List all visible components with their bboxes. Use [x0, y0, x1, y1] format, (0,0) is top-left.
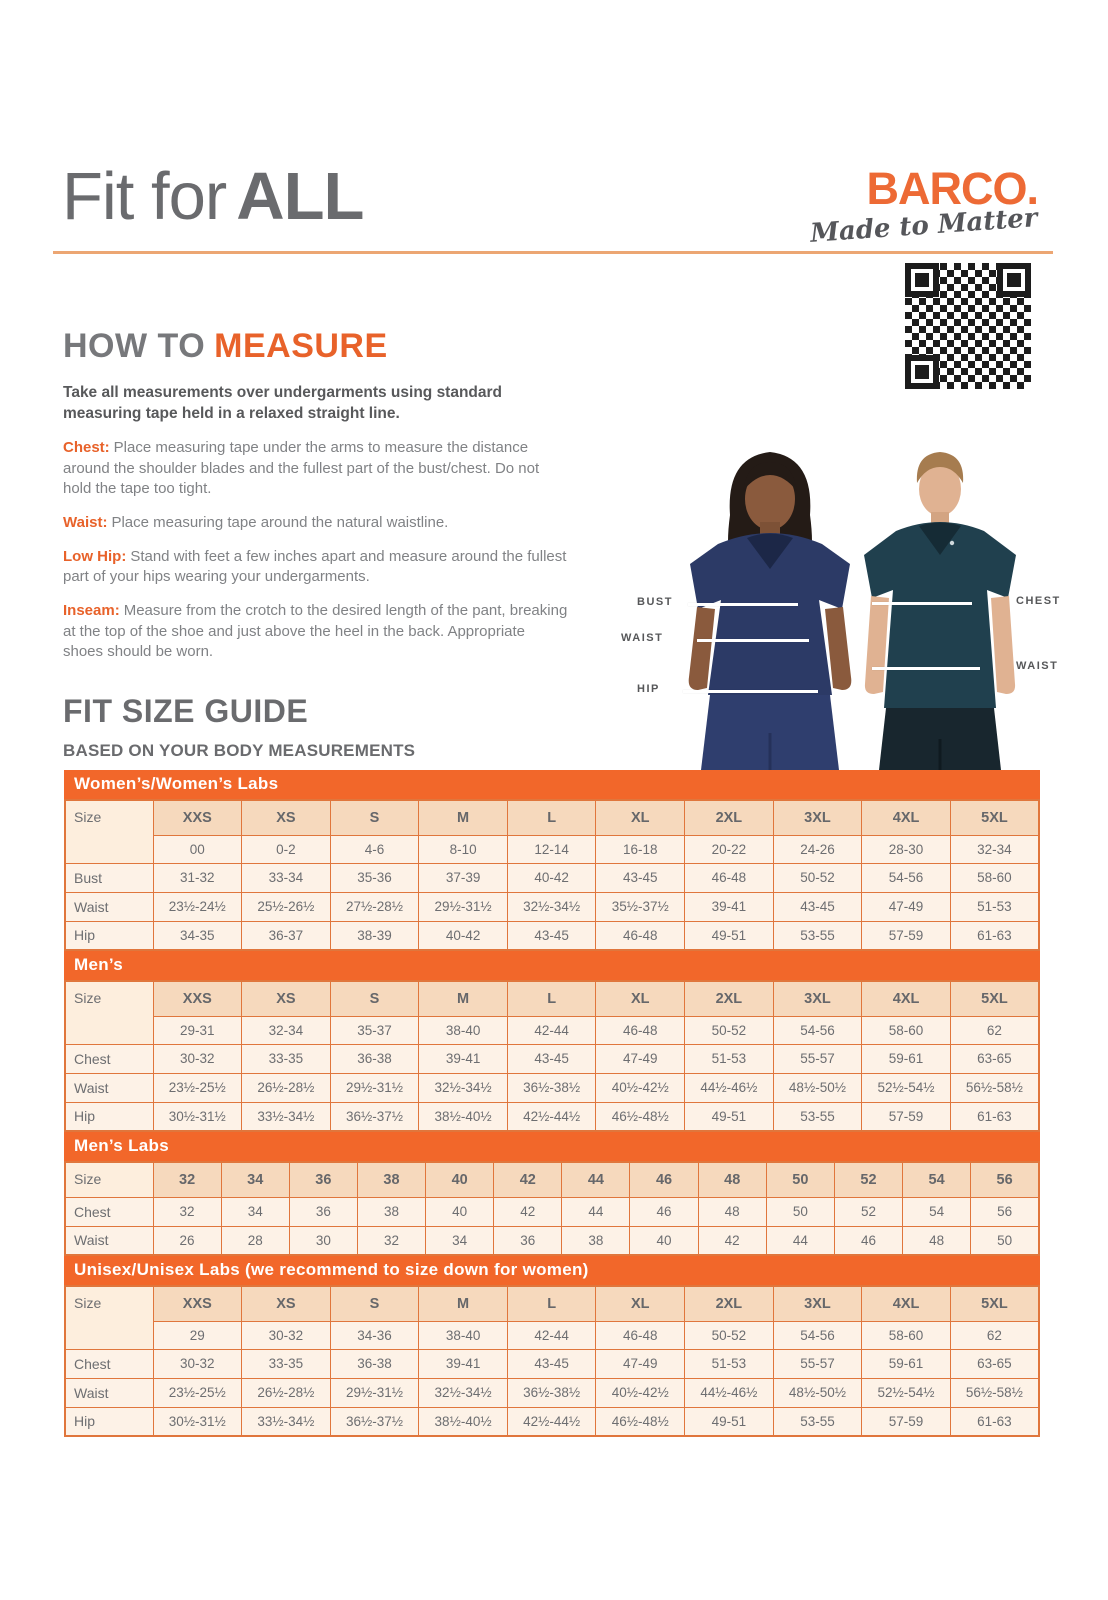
value-cell: 46 — [834, 1226, 902, 1255]
size-header-cell: 54 — [903, 1162, 971, 1197]
size-header-cell: XS — [242, 1286, 331, 1321]
value-cell: 34 — [426, 1226, 494, 1255]
value-cell: 35-36 — [330, 863, 419, 892]
size-table — [64, 980, 1040, 1132]
measure-item-inseam — [63, 601, 569, 663]
size-header-cell: 32 — [153, 1162, 221, 1197]
value-cell: 52 — [834, 1197, 902, 1226]
measure-text: Place measuring tape under the arms to measure the distance around the shoulder blades and the fullest part of the bust/chest. Do not hold the tape too tight. — [63, 438, 540, 498]
value-cell: 48 — [698, 1197, 766, 1226]
numeric-size-cell: 50-52 — [685, 1016, 774, 1044]
value-cell: 38½-40½ — [419, 1102, 508, 1131]
numeric-size-cell: 62 — [950, 1016, 1039, 1044]
value-cell: 48½-50½ — [773, 1378, 862, 1407]
row-label-cell: Hip — [65, 1407, 153, 1436]
table-mens — [64, 980, 1040, 1132]
value-cell: 25½-26½ — [242, 892, 331, 921]
numeric-size-cell: 24-26 — [773, 835, 862, 863]
value-cell: 26½-28½ — [242, 1378, 331, 1407]
size-header-cell: 56 — [971, 1162, 1039, 1197]
value-cell: 50 — [971, 1226, 1039, 1255]
fit-size-guide-subheading: BASED ON YOUR BODY MEASUREMENTS — [63, 741, 416, 760]
value-cell: 32½-34½ — [419, 1073, 508, 1102]
size-header-cell: 2XL — [685, 800, 774, 835]
size-header-cell: L — [507, 981, 596, 1016]
size-header-cell: 48 — [698, 1162, 766, 1197]
value-cell: 47-49 — [596, 1044, 685, 1073]
value-cell: 28 — [221, 1226, 289, 1255]
measure-item-low-hip — [63, 547, 569, 588]
size-column-header: Size — [65, 981, 153, 1044]
value-cell: 39-41 — [419, 1349, 508, 1378]
size-header-cell: S — [330, 800, 419, 835]
page-title — [62, 158, 363, 235]
numeric-size-cell: 58-60 — [862, 1321, 951, 1349]
measurement-row — [65, 1349, 1039, 1378]
value-cell: 36 — [494, 1226, 562, 1255]
female-waist-measure-line — [697, 639, 809, 642]
size-header-cell: 46 — [630, 1162, 698, 1197]
size-header-cell: 38 — [357, 1162, 425, 1197]
size-column-header: Size — [65, 1162, 153, 1197]
size-header-cell: 4XL — [862, 1286, 951, 1321]
value-cell: 51-53 — [685, 1044, 774, 1073]
size-header-cell: 3XL — [773, 1286, 862, 1321]
size-table — [64, 1161, 1040, 1256]
size-header-cell: 4XL — [862, 981, 951, 1016]
numeric-size-cell: 46-48 — [596, 1016, 685, 1044]
size-header-cell: 2XL — [685, 981, 774, 1016]
fit-size-guide-heading: FIT SIZE GUIDE — [63, 693, 309, 729]
value-cell: 30-32 — [153, 1044, 242, 1073]
value-cell: 30½-31½ — [153, 1102, 242, 1131]
value-cell: 56½-58½ — [950, 1073, 1039, 1102]
table-banner-mens: Men’s — [64, 951, 1040, 980]
size-header-cell: 2XL — [685, 1286, 774, 1321]
qr-finder-icon — [905, 355, 939, 389]
size-header-cell: XL — [596, 1286, 685, 1321]
bust-measure-line — [688, 603, 798, 606]
value-cell: 36½-38½ — [507, 1378, 596, 1407]
size-header-cell: 3XL — [773, 981, 862, 1016]
value-cell: 31-32 — [153, 863, 242, 892]
size-header-cell: S — [330, 981, 419, 1016]
value-cell: 27½-28½ — [330, 892, 419, 921]
measure-term: Waist: — [63, 513, 108, 531]
fit-size-guide-section — [63, 693, 415, 761]
value-cell: 23½-25½ — [153, 1073, 242, 1102]
numeric-size-cell: 32-34 — [242, 1016, 331, 1044]
value-cell: 40-42 — [507, 863, 596, 892]
size-header-cell: XXS — [153, 800, 242, 835]
numeric-size-cell: 00 — [153, 835, 242, 863]
numeric-size-cell: 12-14 — [507, 835, 596, 863]
value-cell: 63-65 — [950, 1044, 1039, 1073]
value-cell: 36-37 — [242, 921, 331, 950]
numeric-size-cell: 32-34 — [950, 835, 1039, 863]
numeric-size-cell: 46-48 — [596, 1321, 685, 1349]
value-cell: 48½-50½ — [773, 1073, 862, 1102]
numeric-size-cell: 8-10 — [419, 835, 508, 863]
table-mens-labs — [64, 1161, 1040, 1256]
value-cell: 39-41 — [685, 892, 774, 921]
size-tables — [64, 770, 1040, 1437]
numeric-size-cell: 62 — [950, 1321, 1039, 1349]
table-block-mens-labs — [64, 1132, 1040, 1256]
value-cell: 32½-34½ — [507, 892, 596, 921]
value-cell: 44 — [766, 1226, 834, 1255]
measure-text: Stand with feet a few inches apart and measure around the fullest part of your hips wearing your undergarments. — [63, 547, 567, 586]
table-banner-womens: Women’s/Women’s Labs — [64, 770, 1040, 799]
chest-label: CHEST — [1016, 595, 1061, 607]
value-cell: 40 — [426, 1197, 494, 1226]
row-label-cell: Chest — [65, 1197, 153, 1226]
value-cell: 38-39 — [330, 921, 419, 950]
value-cell: 51-53 — [950, 892, 1039, 921]
value-cell: 43-45 — [507, 921, 596, 950]
value-cell: 46-48 — [685, 863, 774, 892]
value-cell: 46½-48½ — [596, 1407, 685, 1436]
value-cell: 43-45 — [596, 863, 685, 892]
value-cell: 40-42 — [419, 921, 508, 950]
value-cell: 30-32 — [153, 1349, 242, 1378]
value-cell: 46½-48½ — [596, 1102, 685, 1131]
hip-label: HIP — [637, 683, 660, 695]
value-cell: 32 — [357, 1226, 425, 1255]
value-cell: 33-35 — [242, 1044, 331, 1073]
size-header-cell: 4XL — [862, 800, 951, 835]
table-block-womens — [64, 770, 1040, 951]
value-cell: 49-51 — [685, 1102, 774, 1131]
value-cell: 59-61 — [862, 1349, 951, 1378]
value-cell: 23½-25½ — [153, 1378, 242, 1407]
value-cell: 44 — [562, 1197, 630, 1226]
value-cell: 53-55 — [773, 1102, 862, 1131]
size-header-cell: M — [419, 1286, 508, 1321]
value-cell: 43-45 — [507, 1349, 596, 1378]
row-label-cell: Bust — [65, 863, 153, 892]
value-cell: 61-63 — [950, 1102, 1039, 1131]
measure-term: Inseam: — [63, 601, 120, 619]
size-header-cell: L — [507, 1286, 596, 1321]
value-cell: 50-52 — [773, 863, 862, 892]
row-label-cell: Waist — [65, 1378, 153, 1407]
female-waist-label: WAIST — [621, 632, 664, 644]
measurement-row — [65, 1102, 1039, 1131]
value-cell: 47-49 — [596, 1349, 685, 1378]
how-to-measure-section — [63, 327, 569, 663]
value-cell: 37-39 — [419, 863, 508, 892]
size-header-cell: XL — [596, 981, 685, 1016]
qr-finder-icon — [997, 263, 1031, 297]
male-waist-measure-line — [872, 667, 980, 670]
value-cell: 32 — [153, 1197, 221, 1226]
measure-intro: Take all measurements over undergarments using standard measuring tape held in a relaxed straight line. — [63, 384, 503, 422]
measure-text: Measure from the crotch to the desired length of the pant, breaking at the top of the shoe and just above the heel in the back. Appropriate shoes should be worn. — [63, 601, 568, 661]
brand-tagline: Made to Matter — [809, 203, 1039, 249]
value-cell: 34-35 — [153, 921, 242, 950]
value-cell: 36½-37½ — [330, 1407, 419, 1436]
page-title-light: Fit for — [62, 159, 227, 234]
value-cell: 29½-31½ — [330, 1073, 419, 1102]
row-label-cell: Chest — [65, 1349, 153, 1378]
value-cell: 39-41 — [419, 1044, 508, 1073]
value-cell: 32½-34½ — [419, 1378, 508, 1407]
value-cell: 55-57 — [773, 1044, 862, 1073]
size-header-cell: 34 — [221, 1162, 289, 1197]
measure-item-chest — [63, 438, 569, 500]
value-cell: 42½-44½ — [507, 1102, 596, 1131]
value-cell: 38½-40½ — [419, 1407, 508, 1436]
numeric-size-cell: 54-56 — [773, 1016, 862, 1044]
male-model — [864, 452, 1016, 770]
value-cell: 38 — [562, 1226, 630, 1255]
value-cell: 43-45 — [773, 892, 862, 921]
measure-term: Low Hip: — [63, 547, 127, 565]
size-header-cell: 40 — [426, 1162, 494, 1197]
value-cell: 57-59 — [862, 1407, 951, 1436]
row-label-cell: Hip — [65, 1102, 153, 1131]
size-header-cell: 5XL — [950, 1286, 1039, 1321]
value-cell: 43-45 — [507, 1044, 596, 1073]
numeric-size-cell: 35-37 — [330, 1016, 419, 1044]
value-cell: 26 — [153, 1226, 221, 1255]
row-label-cell: Waist — [65, 1226, 153, 1255]
value-cell: 46 — [630, 1197, 698, 1226]
size-header-cell: 5XL — [950, 981, 1039, 1016]
value-cell: 55-57 — [773, 1349, 862, 1378]
value-cell: 42½-44½ — [507, 1407, 596, 1436]
value-cell: 40½-42½ — [596, 1073, 685, 1102]
brand-name: BARCO. — [866, 163, 1038, 214]
size-table — [64, 1285, 1040, 1437]
size-column-header: Size — [65, 1286, 153, 1349]
value-cell: 26½-28½ — [242, 1073, 331, 1102]
value-cell: 56½-58½ — [950, 1378, 1039, 1407]
size-header-cell: XS — [242, 800, 331, 835]
value-cell: 51-53 — [685, 1349, 774, 1378]
table-block-mens — [64, 951, 1040, 1132]
size-header-cell: S — [330, 1286, 419, 1321]
size-header-cell: M — [419, 981, 508, 1016]
row-label-cell: Waist — [65, 892, 153, 921]
numeric-size-cell: 38-40 — [419, 1016, 508, 1044]
male-waist-label: WAIST — [1016, 660, 1059, 672]
hip-measure-line — [683, 690, 818, 693]
value-cell: 36 — [289, 1197, 357, 1226]
size-header-cell: 42 — [494, 1162, 562, 1197]
value-cell: 61-63 — [950, 921, 1039, 950]
numeric-size-cell: 58-60 — [862, 1016, 951, 1044]
size-table — [64, 799, 1040, 951]
size-header-cell: XL — [596, 800, 685, 835]
value-cell: 29½-31½ — [419, 892, 508, 921]
table-unisex — [64, 1285, 1040, 1437]
qr-finder-icon — [905, 263, 939, 297]
row-label-cell: Chest — [65, 1044, 153, 1073]
value-cell: 29½-31½ — [330, 1378, 419, 1407]
header-divider — [53, 251, 1053, 254]
size-header-cell: 44 — [562, 1162, 630, 1197]
value-cell: 33½-34½ — [242, 1102, 331, 1131]
measurement-row — [65, 863, 1039, 892]
value-cell: 34 — [221, 1197, 289, 1226]
numeric-size-cell: 29-31 — [153, 1016, 242, 1044]
value-cell: 47-49 — [862, 892, 951, 921]
value-cell: 30½-31½ — [153, 1407, 242, 1436]
size-header-cell: 36 — [289, 1162, 357, 1197]
value-cell: 59-61 — [862, 1044, 951, 1073]
measurement-row — [65, 1378, 1039, 1407]
value-cell: 57-59 — [862, 1102, 951, 1131]
value-cell: 58-60 — [950, 863, 1039, 892]
value-cell: 33-34 — [242, 863, 331, 892]
numeric-size-cell: 16-18 — [596, 835, 685, 863]
table-banner-mens-labs: Men’s Labs — [64, 1132, 1040, 1161]
size-column-header: Size — [65, 800, 153, 863]
numeric-size-cell: 34-36 — [330, 1321, 419, 1349]
size-header-cell: XXS — [153, 1286, 242, 1321]
numeric-size-cell: 20-22 — [685, 835, 774, 863]
measure-item-waist — [63, 513, 569, 534]
measurement-row — [65, 1197, 1039, 1226]
value-cell: 40 — [630, 1226, 698, 1255]
value-cell: 23½-24½ — [153, 892, 242, 921]
measurement-row — [65, 1044, 1039, 1073]
row-label-cell: Hip — [65, 921, 153, 950]
measurement-row — [65, 921, 1039, 950]
measurement-row — [65, 892, 1039, 921]
value-cell: 40½-42½ — [596, 1378, 685, 1407]
numeric-size-cell: 28-30 — [862, 835, 951, 863]
value-cell: 63-65 — [950, 1349, 1039, 1378]
value-cell: 57-59 — [862, 921, 951, 950]
female-model — [689, 452, 852, 770]
size-header-cell: 52 — [834, 1162, 902, 1197]
value-cell: 52½-54½ — [862, 1378, 951, 1407]
size-header-cell: XXS — [153, 981, 242, 1016]
measure-text: Place measuring tape around the natural waistline. — [111, 513, 449, 531]
value-cell: 35½-37½ — [596, 892, 685, 921]
value-cell: 42 — [494, 1197, 562, 1226]
value-cell: 36-38 — [330, 1044, 419, 1073]
numeric-size-cell: 42-44 — [507, 1321, 596, 1349]
numeric-size-cell: 30-32 — [242, 1321, 331, 1349]
measurement-row — [65, 1073, 1039, 1102]
value-cell: 36-38 — [330, 1349, 419, 1378]
value-cell: 54 — [903, 1197, 971, 1226]
numeric-size-cell: 38-40 — [419, 1321, 508, 1349]
measurement-row — [65, 1226, 1039, 1255]
value-cell: 48 — [903, 1226, 971, 1255]
row-label-cell: Waist — [65, 1073, 153, 1102]
table-womens — [64, 799, 1040, 951]
size-header-cell: 5XL — [950, 800, 1039, 835]
table-banner-unisex: Unisex/Unisex Labs (we recommend to size down for women) — [64, 1256, 1040, 1285]
qr-code — [905, 263, 1031, 389]
value-cell: 46-48 — [596, 921, 685, 950]
size-header-cell: M — [419, 800, 508, 835]
value-cell: 49-51 — [685, 1407, 774, 1436]
size-header-cell: 3XL — [773, 800, 862, 835]
numeric-size-cell: 0-2 — [242, 835, 331, 863]
page-title-bold: ALL — [236, 159, 364, 234]
brand-logo — [809, 163, 1039, 249]
numeric-size-cell: 54-56 — [773, 1321, 862, 1349]
value-cell: 49-51 — [685, 921, 774, 950]
value-cell: 61-63 — [950, 1407, 1039, 1436]
size-header-cell: 50 — [766, 1162, 834, 1197]
numeric-size-cell: 4-6 — [330, 835, 419, 863]
size-header-cell: L — [507, 800, 596, 835]
value-cell: 53-55 — [773, 1407, 862, 1436]
value-cell: 56 — [971, 1197, 1039, 1226]
chest-measure-line — [872, 602, 972, 605]
value-cell: 52½-54½ — [862, 1073, 951, 1102]
value-cell: 42 — [698, 1226, 766, 1255]
value-cell: 50 — [766, 1197, 834, 1226]
value-cell: 44½-46½ — [685, 1073, 774, 1102]
value-cell: 53-55 — [773, 921, 862, 950]
value-cell: 54-56 — [862, 863, 951, 892]
measure-term: Chest: — [63, 438, 110, 456]
heading-gray-part: HOW TO — [63, 327, 206, 365]
value-cell: 38 — [357, 1197, 425, 1226]
how-to-measure-heading — [63, 327, 569, 366]
numeric-size-cell: 50-52 — [685, 1321, 774, 1349]
value-cell: 33½-34½ — [242, 1407, 331, 1436]
numeric-size-cell: 29 — [153, 1321, 242, 1349]
value-cell: 36½-37½ — [330, 1102, 419, 1131]
value-cell: 33-35 — [242, 1349, 331, 1378]
value-cell: 30 — [289, 1226, 357, 1255]
bust-label: BUST — [637, 596, 673, 608]
models-photo — [598, 437, 1064, 770]
measurement-row — [65, 1407, 1039, 1436]
value-cell: 36½-38½ — [507, 1073, 596, 1102]
table-block-unisex — [64, 1256, 1040, 1437]
numeric-size-cell: 42-44 — [507, 1016, 596, 1044]
value-cell: 44½-46½ — [685, 1378, 774, 1407]
size-header-cell: XS — [242, 981, 331, 1016]
heading-orange-part: MEASURE — [214, 327, 388, 365]
